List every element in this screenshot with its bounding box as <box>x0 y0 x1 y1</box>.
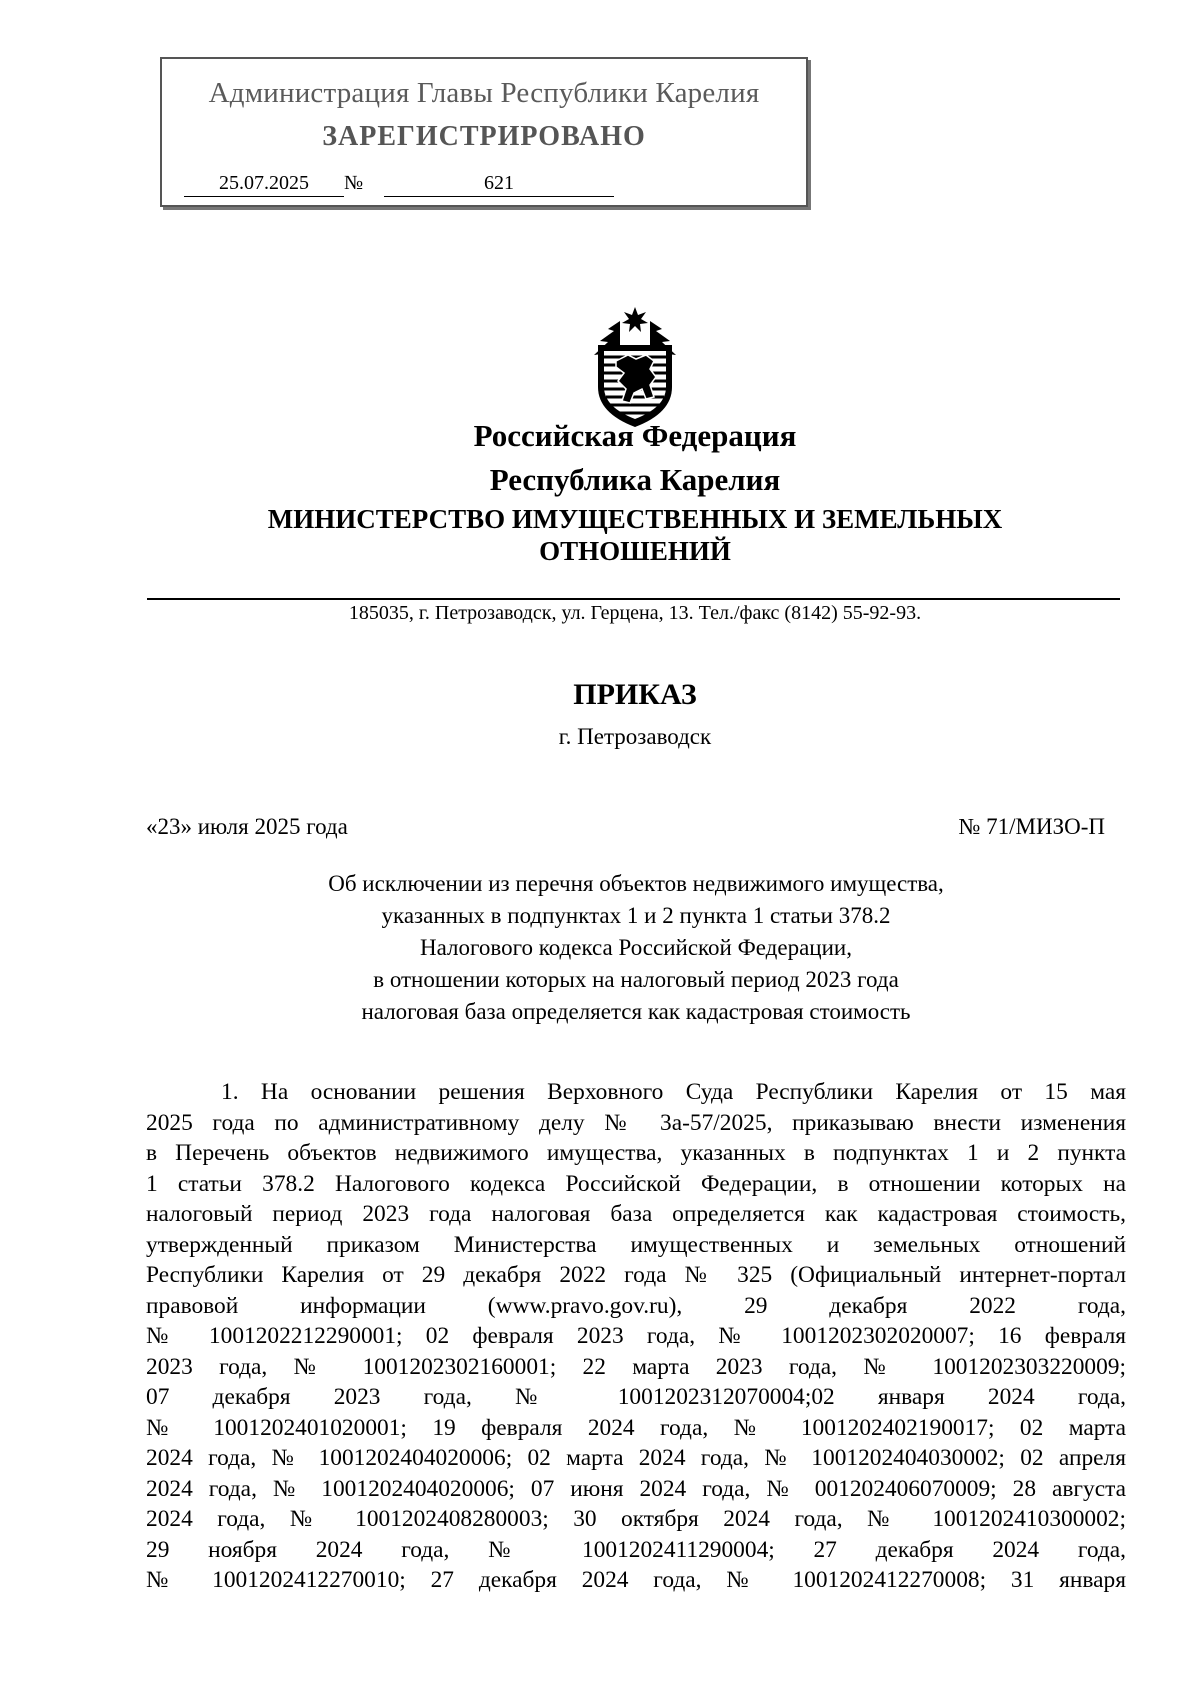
order-date: «23» июля 2025 года <box>146 814 348 839</box>
subject-line: в отношении которых на налоговый период 2023 года <box>373 967 899 992</box>
stamp-number-label: № <box>344 172 364 194</box>
header-region: Республика Карелия <box>489 462 781 497</box>
body-line: Республики Карелия от 29 декабря 2022 года № 325 (Официальный интернет-портал <box>146 1262 1126 1288</box>
order-number: № 71/МИЗО-П <box>958 814 1105 839</box>
stamp-status: ЗАРЕГИСТРИРОВАНО <box>322 121 646 152</box>
body-line: правовой информации (www.pravo.gov.ru), 29 декабря 2022 года, <box>146 1292 1126 1319</box>
subject-line: налоговая база определяется как кадастровая стоимость <box>361 999 911 1024</box>
order-body <box>146 1077 1126 1596</box>
body-line: 2024 года, № 1001202408280003; 30 октября 2024 года, № 1001202410300002; <box>146 1506 1126 1532</box>
header-ministry-line2: ОТНОШЕНИЙ <box>539 536 731 566</box>
karelia-coat-of-arms-icon <box>590 305 680 429</box>
order-city: г. Петрозаводск <box>558 724 712 749</box>
body-line: 2025 года по административному делу № 3а-57/2025, приказываю внести изменения <box>146 1109 1126 1136</box>
body-line: налоговый период 2023 года налоговая база определяется как кадастровая стоимость, <box>146 1201 1126 1227</box>
header-address: 185035, г. Петрозаводск, ул. Герцена, 13. Тел./факс (8142) 55-92-93. <box>348 602 922 624</box>
stamp-organization: Администрация Главы Республики Карелия <box>208 77 760 109</box>
body-line: 2024 года, № 1001202404020006; 07 июня 2024 года, № 001202406070009; 28 августа <box>146 1475 1126 1502</box>
order-title: ПРИКАЗ <box>573 678 697 711</box>
body-line: 1. На основании решения Верховного Суда Республики Карелия от 15 мая <box>221 1079 1126 1105</box>
header-ministry-line1: МИНИСТЕРСТВО ИМУЩЕСТВЕННЫХ И ЗЕМЕЛЬНЫХ <box>267 504 1003 534</box>
body-line: 2023 года, № 1001202302160001; 22 марта 2023 года, № 1001202303220009; <box>146 1353 1126 1380</box>
header-divider <box>147 598 1120 600</box>
body-line: 29 ноября 2024 года, № 1001202411290004; 27 декабря 2024 года, <box>146 1536 1126 1563</box>
stamp-date: 25.07.2025 <box>184 172 344 197</box>
stamp-number: 621 <box>384 172 614 197</box>
body-line: 1 статьи 378.2 Налогового кодекса Российской Федерации, в отношении которых на <box>146 1170 1126 1197</box>
registration-stamp <box>160 57 808 207</box>
body-line: 2024 года, № 1001202404020006; 02 марта 2024 года, № 1001202404030002; 02 апреля <box>146 1445 1126 1471</box>
body-line: утвержденный приказом Министерства имущественных и земельных отношений <box>146 1231 1126 1258</box>
body-line: в Перечень объектов недвижимого имущества, указанных в подпунктах 1 и 2 пункта <box>146 1140 1126 1166</box>
body-line: № 1001202412270010; 27 декабря 2024 года, № 1001202412270008; 31 января <box>146 1567 1126 1593</box>
header-country: Российская Федерация <box>473 418 797 453</box>
subject-line: указанных в подпунктах 1 и 2 пункта 1 статьи 378.2 <box>381 903 891 928</box>
header-ministry <box>0 503 1200 567</box>
subject-line: Налогового кодекса Российской Федерации, <box>420 935 852 960</box>
order-subject <box>146 868 1126 1028</box>
body-line: № 1001202212290001; 02 февраля 2023 года, № 1001202302020007; 16 февраля <box>146 1323 1126 1349</box>
subject-line: Об исключении из перечня объектов недвижимого имущества, <box>328 871 944 896</box>
body-line: № 1001202401020001; 19 февраля 2024 года, № 1001202402190017; 02 марта <box>146 1414 1126 1441</box>
body-line: 07 декабря 2023 года, № 1001202312070004;02 января 2024 года, <box>146 1384 1126 1410</box>
